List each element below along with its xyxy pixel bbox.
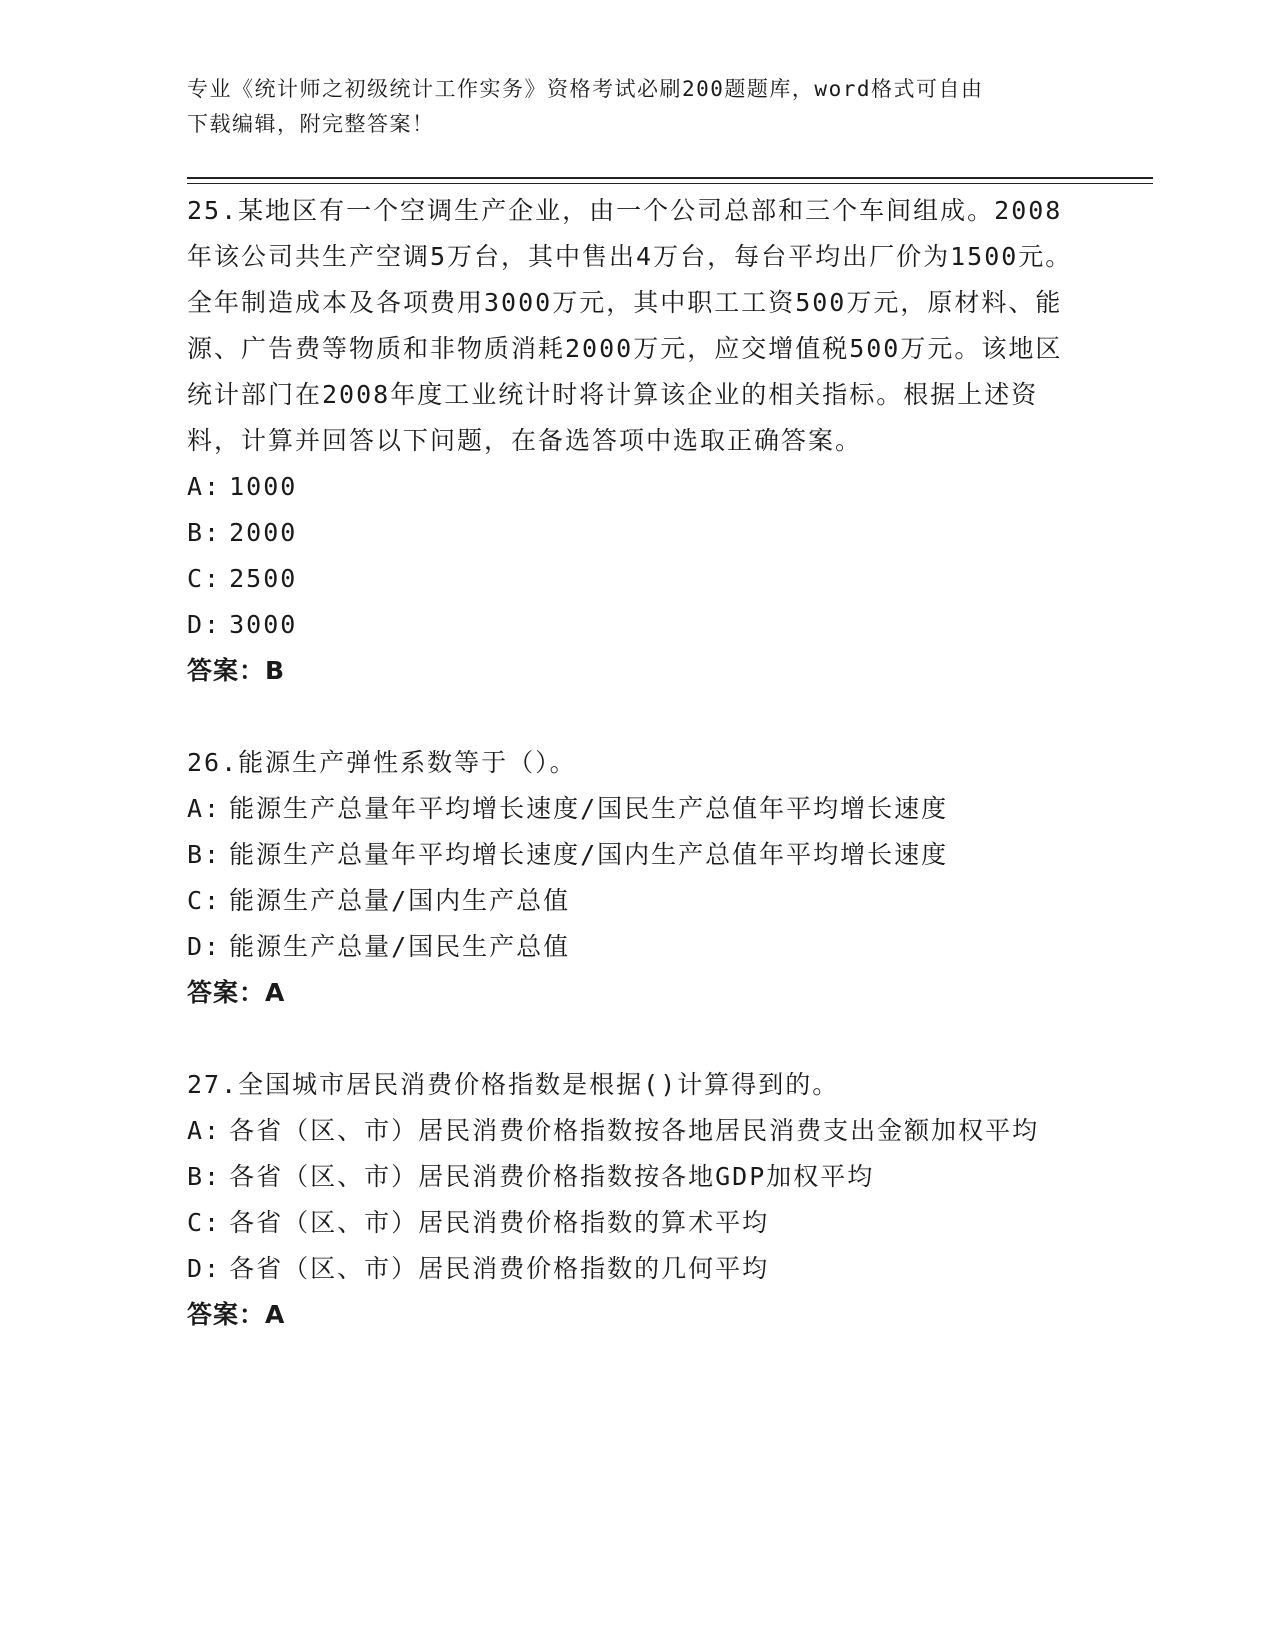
- header-line-1: 专业《统计师之初级统计工作实务》资格考试必刷200题题库，word格式可自由: [187, 77, 984, 101]
- option-text: 各省（区、市）居民消费价格指数的算术平均: [229, 1208, 770, 1237]
- option-c: [187, 878, 1087, 924]
- option-letter: D:: [187, 610, 222, 639]
- header-line-2: 下载编辑，附完整答案！: [187, 112, 435, 136]
- option-a: [187, 786, 1087, 832]
- option-letter: B:: [187, 840, 222, 869]
- question-list: [187, 188, 1087, 1338]
- option-text: 3000: [229, 610, 298, 639]
- option-letter: C:: [187, 1208, 222, 1237]
- question-text: 25.某地区有一个空调生产企业，由一个公司总部和三个车间组成。2008年该公司共生产空调5万台，其中售出4万台，每台平均出厂价为1500元。全年制造成本及各项费用3000万元，其中职工工资500万元，原材料、能源、广告费等物质和非物质消耗2000万元，应交增值税500万元。该地区统计部门在2008年度工业统计时将计算该企业的相关指标。根据上述资料，计算并回答以下问题，在备选答项中选取正确答案。: [187, 196, 1073, 455]
- option-text: 能源生产总量/国民生产总值: [229, 932, 571, 961]
- option-letter: C:: [187, 564, 222, 593]
- answer-line: 答案：A: [187, 978, 286, 1007]
- header-divider-thick: [187, 177, 1153, 179]
- answer-line: 答案：B: [187, 656, 286, 685]
- option-text: 2500: [229, 564, 298, 593]
- option-letter: A:: [187, 1116, 222, 1145]
- question-26: [187, 740, 1087, 1016]
- option-text: 1000: [229, 472, 298, 501]
- option-c: [187, 556, 1087, 602]
- option-text: 能源生产总量年平均增长速度/国民生产总值年平均增长速度: [229, 794, 949, 823]
- option-letter: D:: [187, 932, 222, 961]
- option-letter: A:: [187, 472, 222, 501]
- option-text: 各省（区、市）居民消费价格指数按各地居民消费支出金额加权平均: [229, 1116, 1040, 1145]
- question-text: 27.全国城市居民消费价格指数是根据()计算得到的。: [187, 1070, 840, 1099]
- option-d: [187, 924, 1087, 970]
- option-letter: D:: [187, 1254, 222, 1283]
- option-b: [187, 1154, 1087, 1200]
- option-c: [187, 1200, 1087, 1246]
- option-b: [187, 510, 1087, 556]
- option-b: [187, 832, 1087, 878]
- option-letter: A:: [187, 794, 222, 823]
- option-text: 能源生产总量/国内生产总值: [229, 886, 571, 915]
- question-text: 26.能源生产弹性系数等于（）。: [187, 748, 577, 777]
- option-d: [187, 1246, 1087, 1292]
- question-spacer: [187, 694, 1087, 740]
- question-27: [187, 1062, 1087, 1338]
- question-spacer: [187, 1016, 1087, 1062]
- option-d: [187, 602, 1087, 648]
- header-divider-thin: [187, 183, 1153, 184]
- option-letter: B:: [187, 518, 222, 547]
- option-text: 各省（区、市）居民消费价格指数的几何平均: [229, 1254, 770, 1283]
- option-letter: C:: [187, 886, 222, 915]
- option-text: 各省（区、市）居民消费价格指数按各地GDP加权平均: [229, 1162, 875, 1191]
- option-letter: B:: [187, 1162, 222, 1191]
- question-25: [187, 188, 1087, 694]
- option-a: [187, 1108, 1087, 1154]
- document-header: [187, 72, 1087, 142]
- option-a: [187, 464, 1087, 510]
- option-text: 2000: [229, 518, 298, 547]
- answer-line: 答案：A: [187, 1300, 286, 1329]
- option-text: 能源生产总量年平均增长速度/国内生产总值年平均增长速度: [229, 840, 949, 869]
